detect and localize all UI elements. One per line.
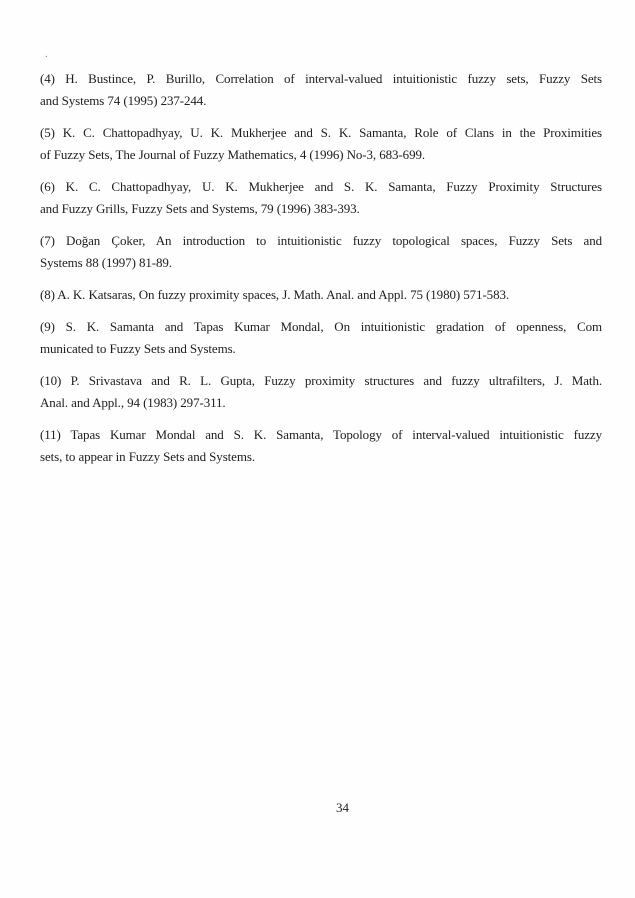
reference-item-4 [40,68,602,112]
reference-item-6 [40,176,602,220]
reference-line: and Fuzzy Grills, Fuzzy Sets and Systems, 79 (1996) 383-393. [40,201,360,216]
reference-line: of Fuzzy Sets, The Journal of Fuzzy Mathematics, 4 (1996) No-3, 683-699. [40,147,426,162]
reference-line: (10) P. Srivastava and R. L. Gupta, Fuzzy proximity structures and fuzzy ultrafilters, J. Math. [40,373,602,388]
reference-item-5 [40,122,602,166]
reference-item-10 [40,370,602,414]
reference-item-9 [40,316,602,360]
reference-line: (4) H. Bustince, P. Burillo, Correlation of interval-valued intuitionistic fuzzy sets, Fuzzy Sets [40,71,602,86]
reference-line: (9) S. K. Samanta and Tapas Kumar Mondal, On intuitionistic gradation of openness, Com [40,319,602,334]
reference-line: (5) K. C. Chattopadhyay, U. K. Mukherjee and S. K. Samanta, Role of Clans in the Proximities [40,125,602,140]
reference-item-7 [40,230,602,274]
reference-item-11 [40,424,602,468]
reference-line: Anal. and Appl., 94 (1983) 297-311. [40,395,226,410]
reference-line: (8) A. K. Katsaras, On fuzzy proximity spaces, J. Math. Anal. and Appl. 75 (1980) 571-583. [40,287,510,302]
reference-line: (6) K. C. Chattopadhyay, U. K. Mukherjee and S. K. Samanta, Fuzzy Proximity Structures [40,179,602,194]
reference-item-8 [40,284,602,306]
reference-line: sets, to appear in Fuzzy Sets and Systems. [40,449,255,464]
page-number: 34 [336,800,349,815]
references-section [40,68,602,478]
reference-line: and Systems 74 (1995) 237-244. [40,93,207,108]
reference-line: (11) Tapas Kumar Mondal and S. K. Samanta, Topology of interval-valued intuitionistic fuzzy [40,427,602,442]
reference-line: Systems 88 (1997) 81-89. [40,255,172,270]
reference-line: (7) Doğan Çoker, An introduction to intuitionistic fuzzy topological spaces, Fuzzy Sets and [40,233,602,248]
stray-mark: . [45,48,48,60]
reference-line: municated to Fuzzy Sets and Systems. [40,341,236,356]
